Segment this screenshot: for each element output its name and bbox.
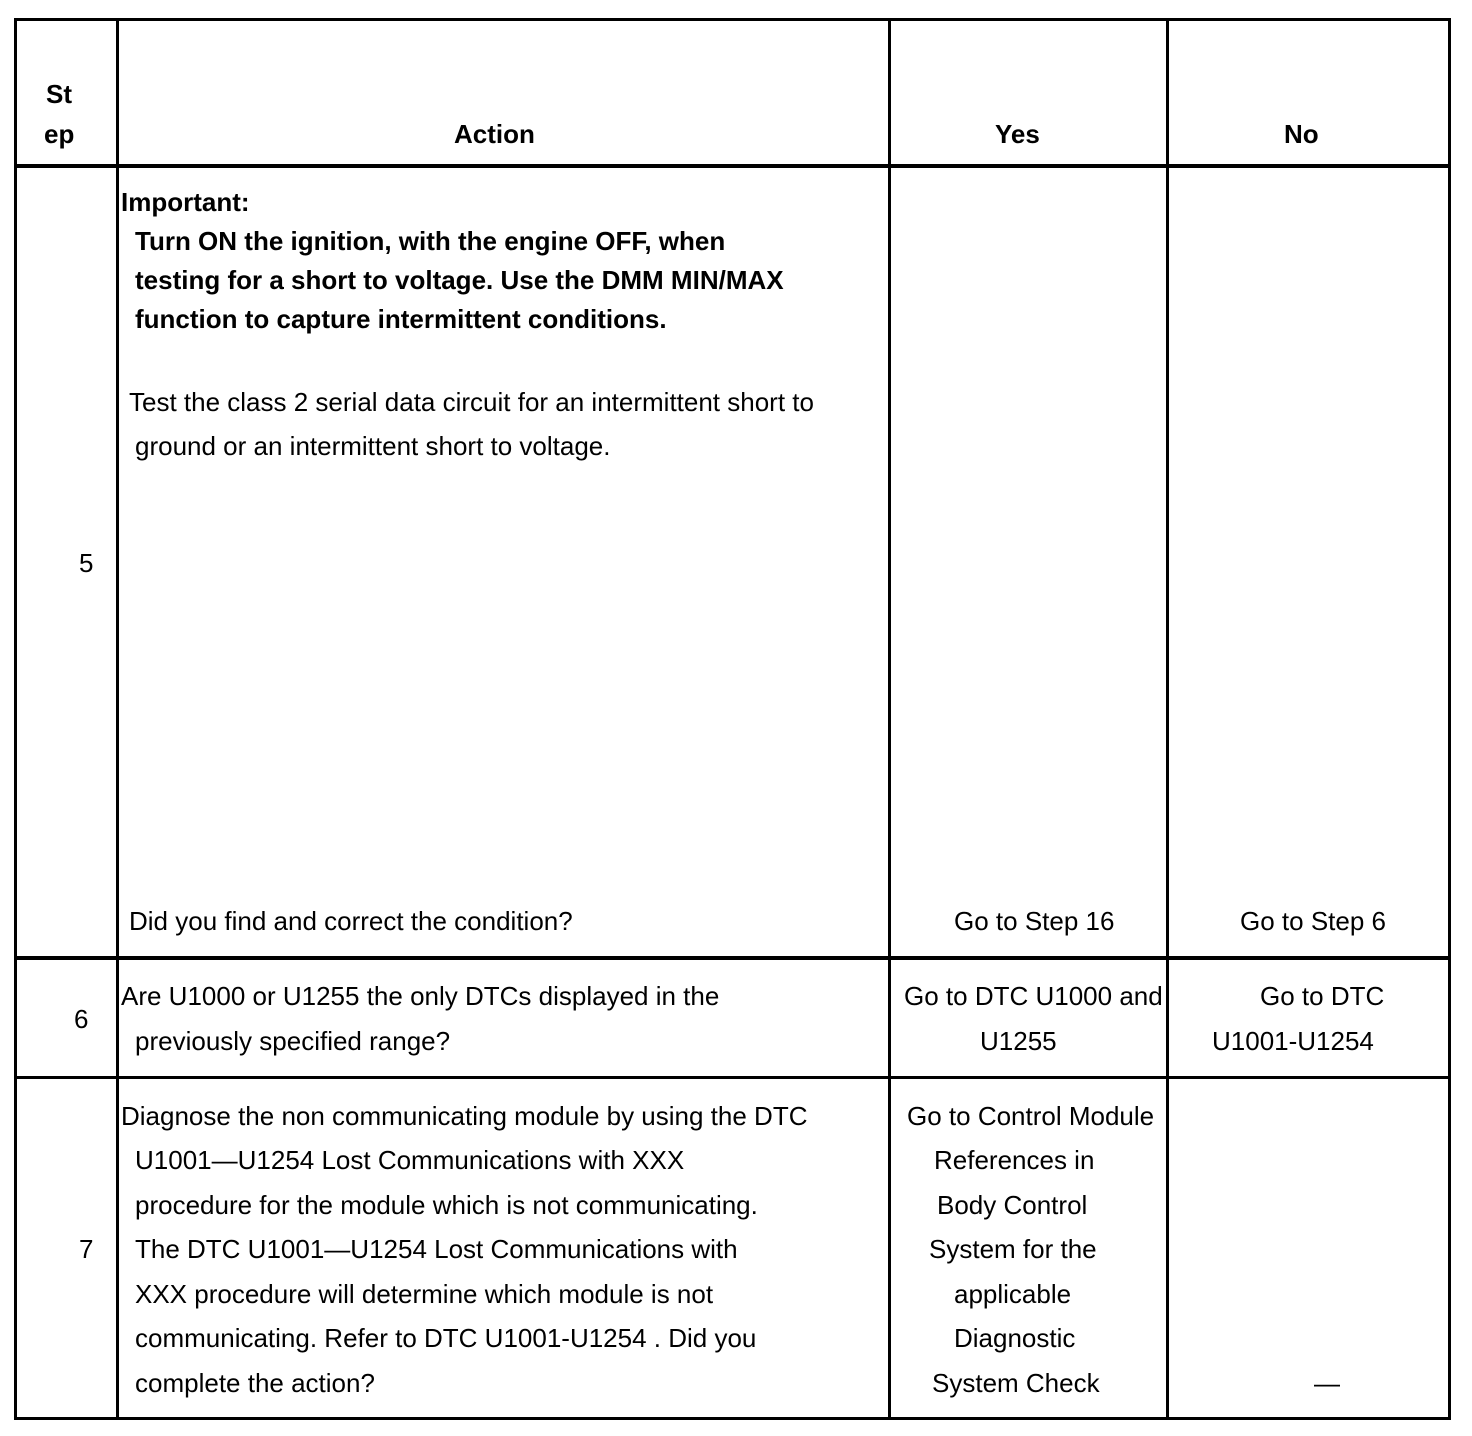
header-step-line1: St <box>46 79 72 109</box>
row6-yes-line: U1255 <box>980 1026 1057 1056</box>
row7-no: — <box>1314 1368 1340 1398</box>
header-action: Action <box>454 119 535 149</box>
row5-important-line: function to capture intermittent conditions. <box>135 304 667 334</box>
row5-important-line: Turn ON the ignition, with the engine OFF, when <box>135 226 726 256</box>
row7-action-line: communicating. Refer to DTC U1001-U1254 . Did you <box>135 1323 757 1353</box>
row6-step-number: 6 <box>74 1004 89 1034</box>
header-yes: Yes <box>995 119 1040 149</box>
row6-yes-line: Go to DTC U1000 and <box>904 981 1163 1011</box>
row7-action-line: U1001—U1254 Lost Communications with XXX <box>135 1145 685 1175</box>
row7-action-line: The DTC U1001—U1254 Lost Communications with <box>135 1234 738 1264</box>
row-divider-5-6 <box>14 956 1451 960</box>
col-divider-yes-no <box>1166 18 1169 1420</box>
row5-action-line: Test the class 2 serial data circuit for an intermittent short to <box>129 387 814 417</box>
table-border-top <box>14 18 1451 21</box>
row7-yes-line: applicable <box>954 1279 1072 1309</box>
table-border-left <box>14 18 17 1420</box>
header-divider <box>14 164 1451 168</box>
row7-action-line: complete the action? <box>135 1368 375 1398</box>
row5-step-number: 5 <box>79 548 94 578</box>
row7-yes-line: System for the <box>929 1234 1097 1264</box>
row6-no-line: U1001-U1254 <box>1212 1026 1374 1056</box>
row-divider-6-7 <box>14 1076 1451 1079</box>
row6-action-line: previously specified range? <box>135 1026 451 1056</box>
row7-action-line: Diagnose the non communicating module by using the DTC <box>121 1101 808 1131</box>
row7-yes-line: System Check <box>932 1368 1100 1398</box>
row7-yes-cell <box>891 1099 1166 1409</box>
col-divider-step-action <box>116 18 119 1420</box>
header-no: No <box>1284 119 1319 149</box>
row5-yes: Go to Step 16 <box>954 906 1115 936</box>
row7-yes-line: Body Control <box>937 1190 1088 1220</box>
row7-yes-line: Go to Control Module <box>907 1101 1155 1131</box>
row6-no-line: Go to DTC <box>1260 981 1385 1011</box>
row7-yes-line: Diagnostic <box>954 1323 1076 1353</box>
table-border-bottom <box>14 1417 1451 1420</box>
row5-important-line: testing for a short to voltage. Use the DMM MIN/MAX <box>135 265 784 295</box>
row5-important-label: Important: <box>121 187 250 217</box>
row5-action-line: ground or an intermittent short to voltage. <box>135 431 611 461</box>
row7-action-line: XXX procedure will determine which module is not <box>135 1279 714 1309</box>
row6-yes-cell <box>891 979 1166 1069</box>
row7-step-number: 7 <box>79 1234 94 1264</box>
row5-no: Go to Step 6 <box>1240 906 1386 936</box>
row7-action-line: procedure for the module which is not communicating. <box>135 1190 758 1220</box>
header-step-line2: ep <box>44 119 75 149</box>
row7-yes-line: References in <box>934 1145 1095 1175</box>
table-border-right <box>1448 18 1451 1420</box>
row5-question: Did you find and correct the condition? <box>129 906 573 936</box>
row6-action-line: Are U1000 or U1255 the only DTCs displayed in the <box>121 981 720 1011</box>
